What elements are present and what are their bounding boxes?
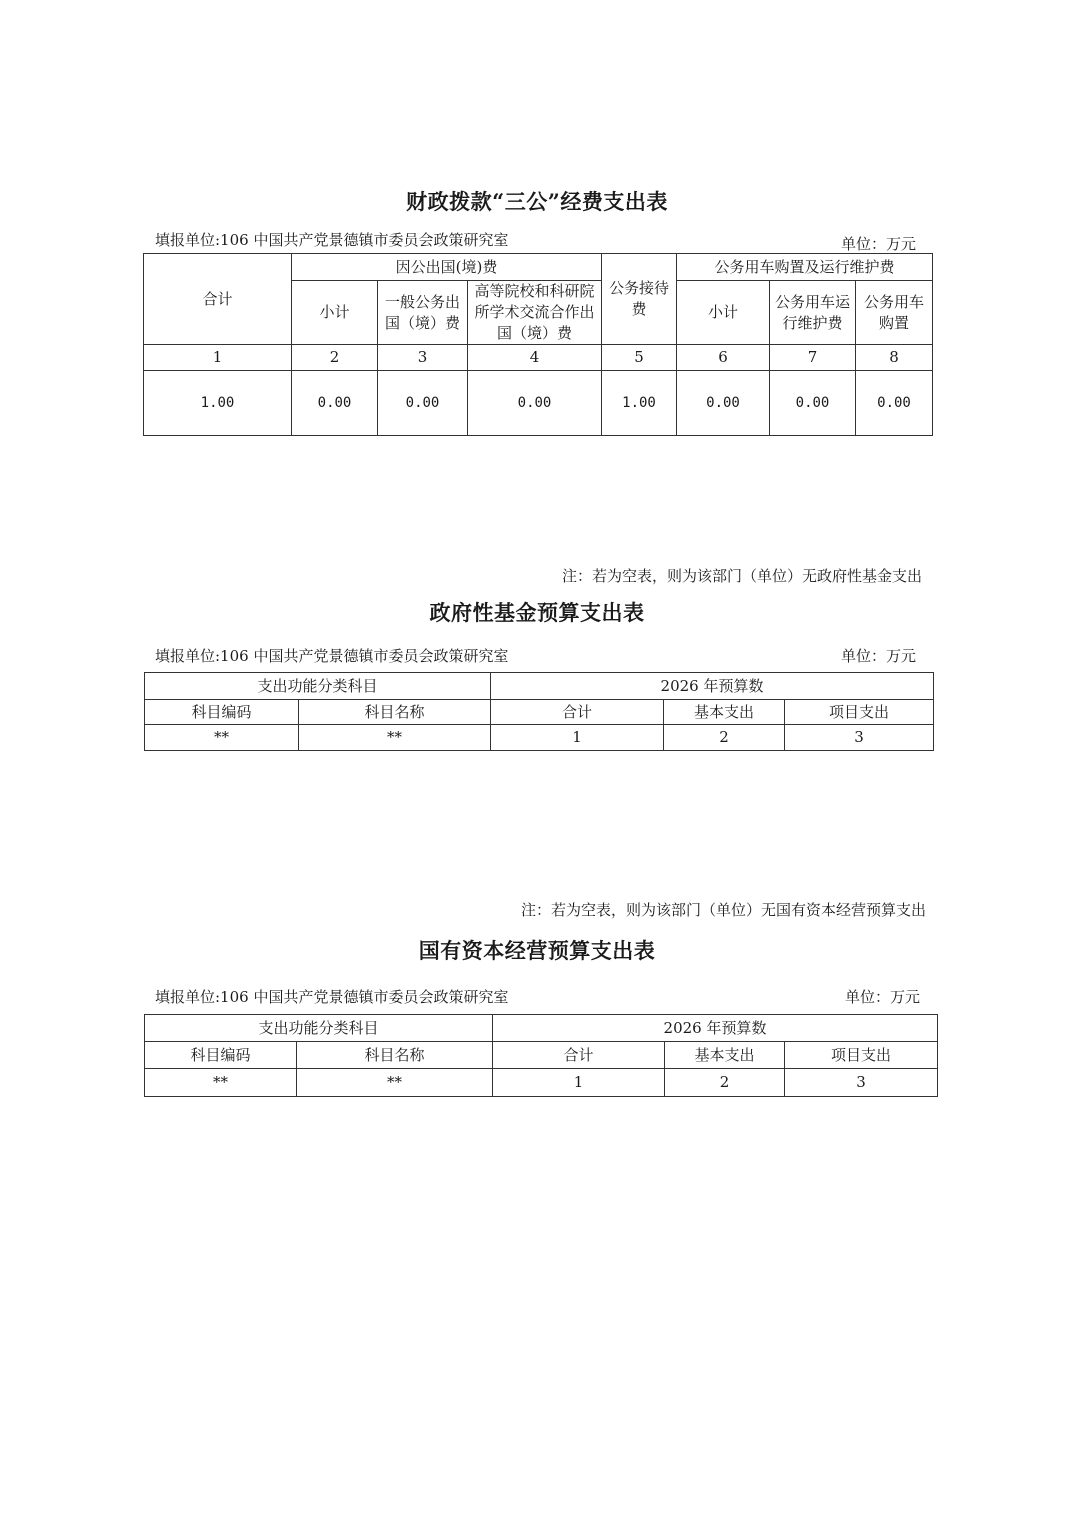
value-reception: 1.00 <box>602 371 677 436</box>
header-total: 合计 <box>491 700 664 725</box>
header-abroad-group: 因公出国(境)费 <box>292 254 602 281</box>
cell-basic: 2 <box>664 725 785 751</box>
col-number: 1 <box>144 345 292 371</box>
cell-total: 1 <box>491 725 664 751</box>
table-row <box>145 725 934 751</box>
reporting-unit: 填报单位:106 中国共产党景德镇市委员会政策研究室 <box>155 231 509 249</box>
header-basic: 基本支出 <box>664 700 785 725</box>
value-vehicle-subtotal: 0.00 <box>677 371 770 436</box>
header-vehicle-running: 公务用车运行维护费 <box>770 281 856 345</box>
value-vehicle-purchase: 0.00 <box>856 371 933 436</box>
reporting-unit: 填报单位:106 中国共产党景德镇市委员会政策研究室 <box>155 647 509 665</box>
cell-name: ** <box>299 725 491 751</box>
header-vehicle-group: 公务用车购置及运行维护费 <box>677 254 933 281</box>
header-name: 科目名称 <box>299 700 491 725</box>
col-number: 2 <box>292 345 378 371</box>
header-name: 科目名称 <box>297 1042 493 1069</box>
state-capital-title: 国有资本经营预算支出表 <box>418 938 656 963</box>
value-total: 1.00 <box>144 371 292 436</box>
header-code: 科目编码 <box>145 700 299 725</box>
cell-basic: 2 <box>665 1069 785 1097</box>
cell-project: 3 <box>785 1069 938 1097</box>
col-number: 7 <box>770 345 856 371</box>
reporting-unit: 填报单位:106 中国共产党景德镇市委员会政策研究室 <box>155 988 509 1006</box>
col-number: 5 <box>602 345 677 371</box>
header-total: 合计 <box>493 1042 665 1069</box>
header-vehicle-subtotal: 小计 <box>677 281 770 345</box>
three-public-expense-table <box>143 253 933 436</box>
header-total: 合计 <box>144 254 292 345</box>
currency-unit: 单位：万元 <box>845 988 921 1006</box>
currency-unit: 单位：万元 <box>841 235 917 253</box>
value-abroad-subtotal: 0.00 <box>292 371 378 436</box>
header-project: 项目支出 <box>785 1042 938 1069</box>
table-row <box>145 1069 938 1097</box>
header-func-class: 支出功能分类科目 <box>145 1015 493 1042</box>
header-vehicle-purchase: 公务用车购置 <box>856 281 933 345</box>
value-abroad-general: 0.00 <box>378 371 468 436</box>
cell-total: 1 <box>493 1069 665 1097</box>
col-number: 3 <box>378 345 468 371</box>
cell-code: ** <box>145 725 299 751</box>
header-func-class: 支出功能分类科目 <box>145 673 491 700</box>
col-number: 6 <box>677 345 770 371</box>
header-abroad-subtotal: 小计 <box>292 281 378 345</box>
state-capital-table <box>144 1014 938 1097</box>
header-budget-year: 2026 年预算数 <box>491 673 934 700</box>
gov-fund-note: 注：若为空表，则为该部门（单位）无政府性基金支出 <box>561 567 922 585</box>
cell-project: 3 <box>785 725 934 751</box>
col-number: 4 <box>468 345 602 371</box>
header-reception: 公务接待费 <box>602 254 677 345</box>
header-project: 项目支出 <box>785 700 934 725</box>
cell-code: ** <box>145 1069 297 1097</box>
header-code: 科目编码 <box>145 1042 297 1069</box>
col-number: 8 <box>856 345 933 371</box>
state-capital-note: 注：若为空表，则为该部门（单位）无国有资本经营预算支出 <box>520 901 926 919</box>
gov-fund-title: 政府性基金预算支出表 <box>429 600 645 625</box>
header-budget-year: 2026 年预算数 <box>493 1015 938 1042</box>
column-number-row <box>144 345 933 371</box>
header-basic: 基本支出 <box>665 1042 785 1069</box>
currency-unit: 单位：万元 <box>841 647 917 665</box>
three-public-expense-title: 财政拨款“三公”经费支出表 <box>406 189 668 214</box>
header-abroad-general: 一般公务出国（境）费 <box>378 281 468 345</box>
value-vehicle-running: 0.00 <box>770 371 856 436</box>
header-abroad-academic: 高等院校和科研院所学术交流合作出国（境）费 <box>468 281 602 345</box>
gov-fund-table <box>144 672 934 751</box>
value-abroad-academic: 0.00 <box>468 371 602 436</box>
table-row <box>144 371 933 436</box>
cell-name: ** <box>297 1069 493 1097</box>
